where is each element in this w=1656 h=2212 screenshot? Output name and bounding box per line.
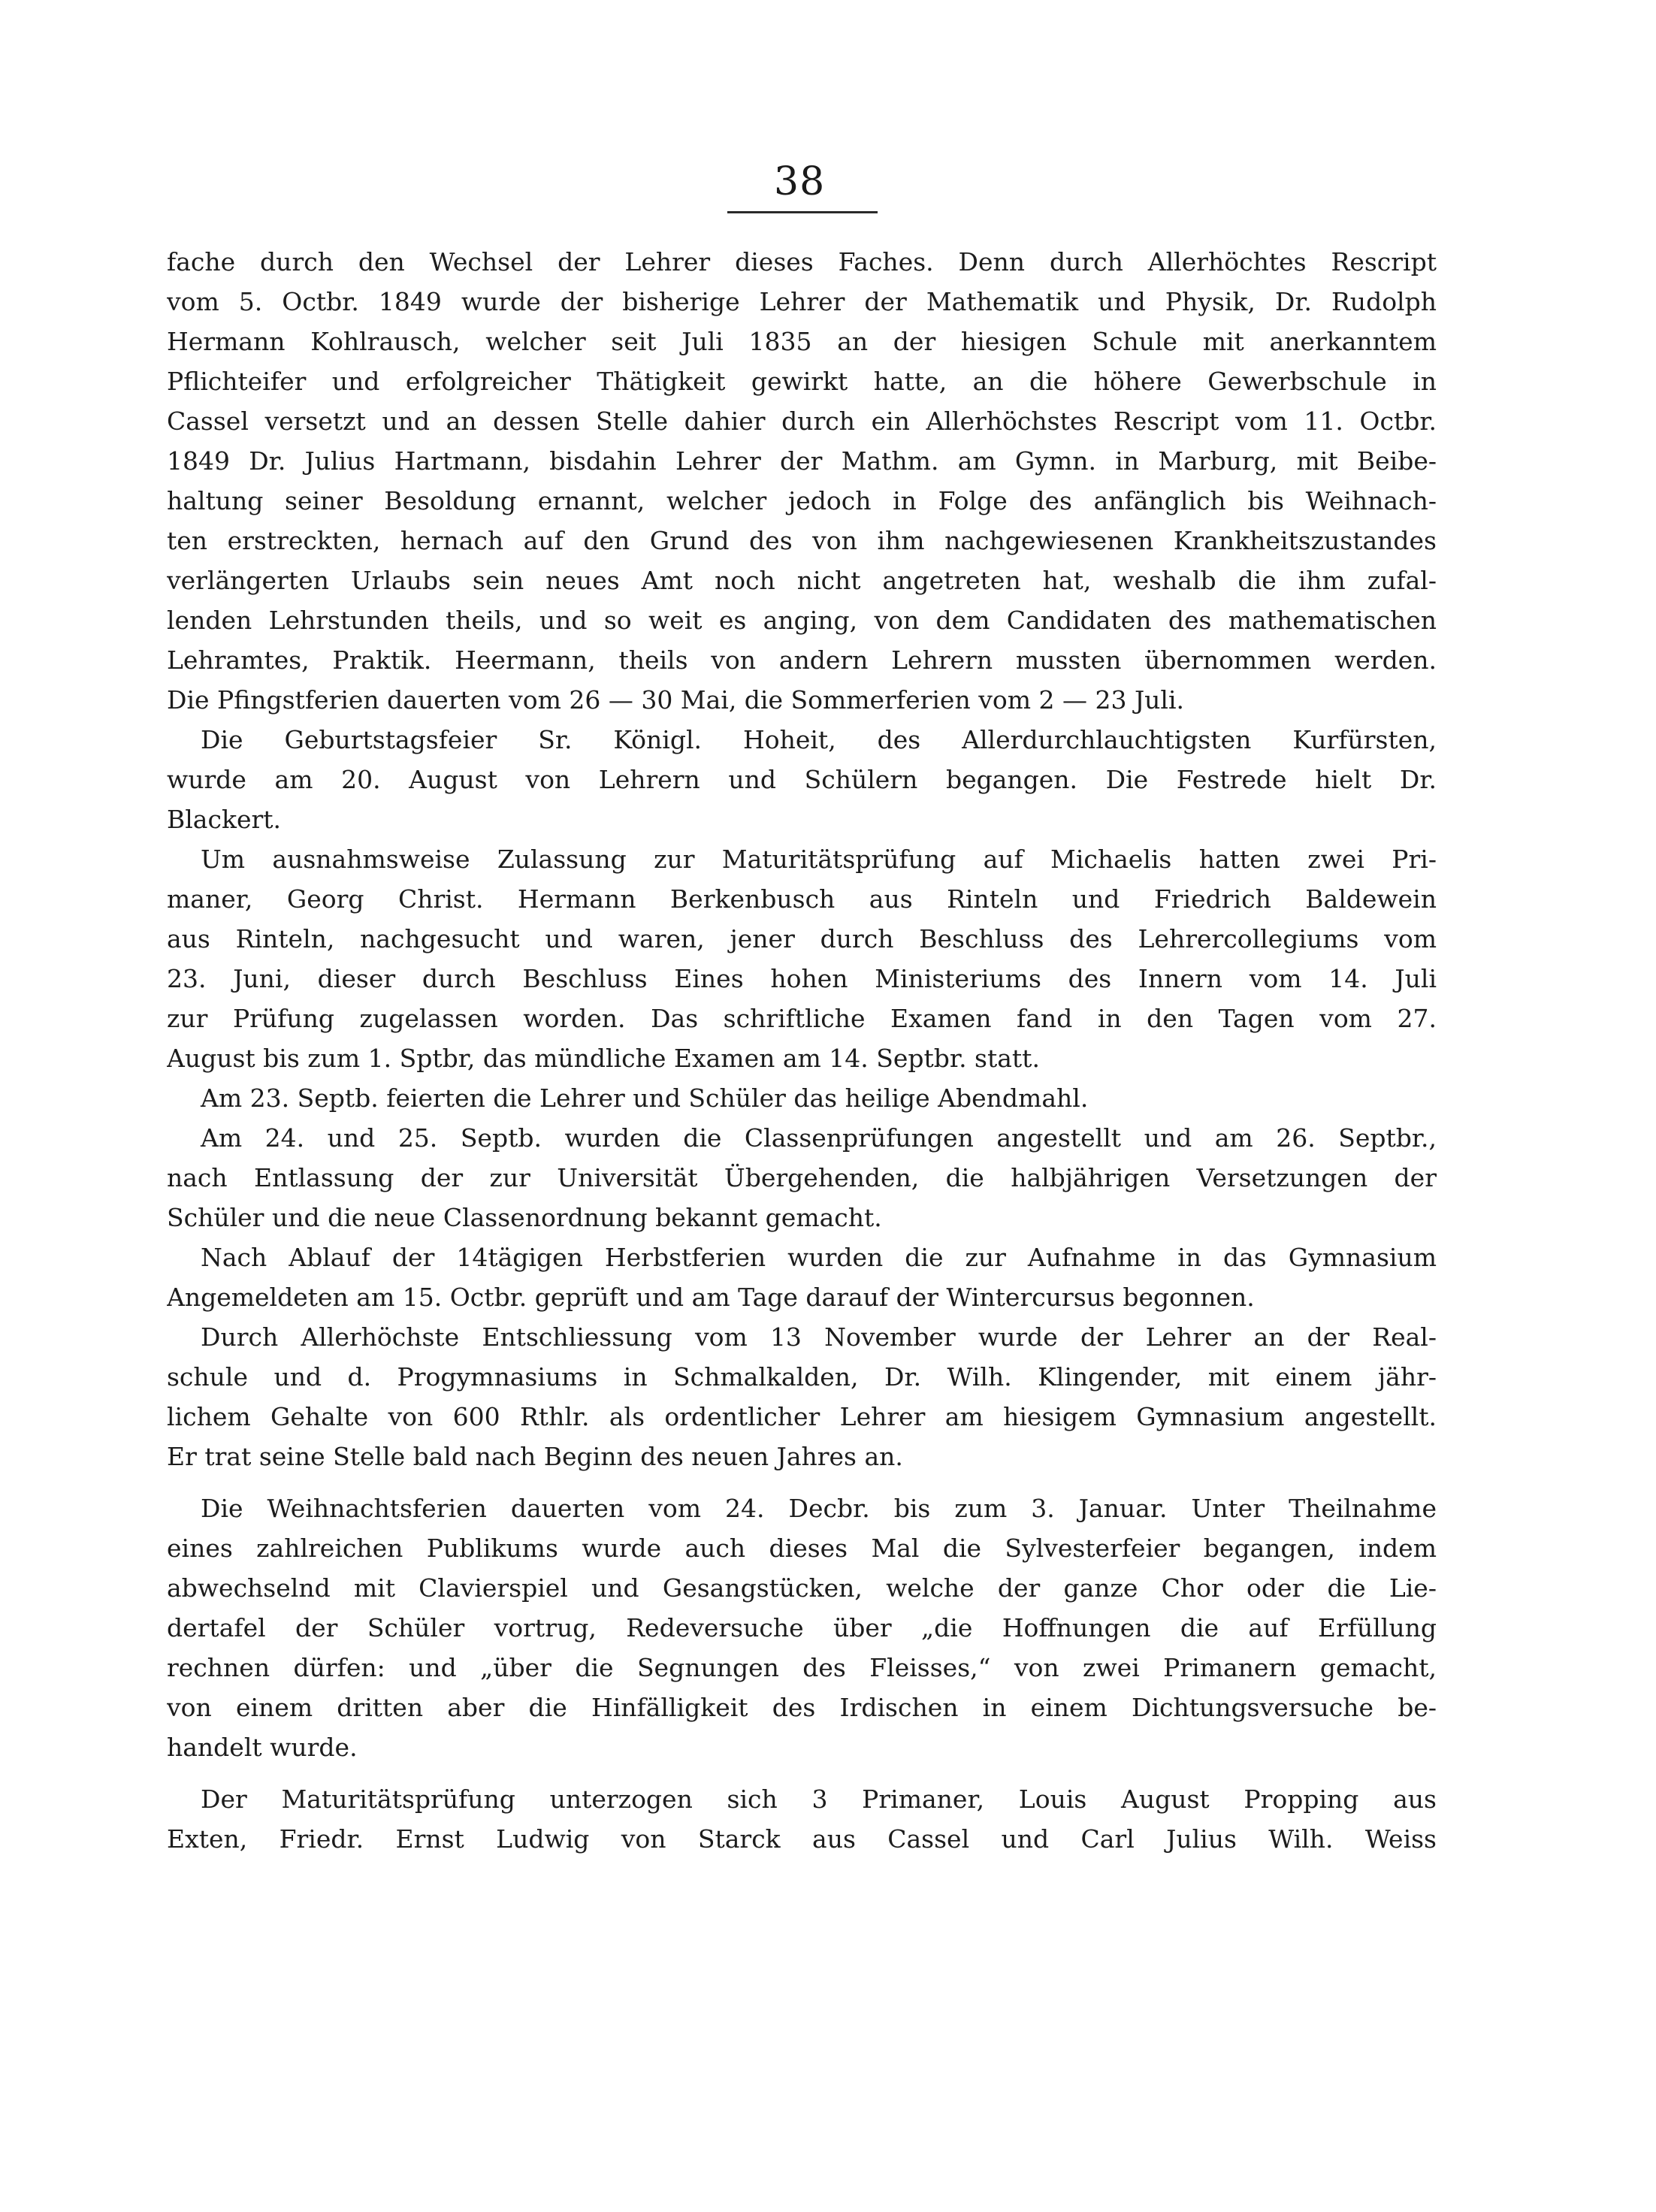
text-line: nach Entlassung der zur Universität Übergehenden, die halbjährigen Versetzungen der xyxy=(167,1163,1437,1192)
text-line: Cassel versetzt und an dessen Stelle dahier durch ein Allerhöchstes Rescript vom 11. Octbr. xyxy=(167,406,1437,436)
text-line: Am 23. Septb. feierten die Lehrer und Schüler das heilige Abendmahl. xyxy=(201,1083,1089,1113)
text-line: ten erstreckten, hernach auf den Grund des von ihm nachgewiesenen Krankheitszustandes xyxy=(167,526,1437,555)
text-line: verlängerten Urlaubs sein neues Amt noch nicht angetreten hat, weshalb die ihm zufal- xyxy=(167,566,1437,595)
text-line: handelt wurde. xyxy=(167,1733,358,1762)
text-line: schule und d. Progymnasiums in Schmalkalden, Dr. Wilh. Klingender, mit einem jähr- xyxy=(167,1362,1437,1392)
text-line: Um ausnahmsweise Zulassung zur Maturitätsprüfung auf Michaelis hatten zwei Pri- xyxy=(201,845,1437,874)
text-line: Der Maturitätsprüfung unterzogen sich 3 Primaner, Louis August Propping aus xyxy=(201,1784,1437,1814)
text-line: Exten, Friedr. Ernst Ludwig von Starck aus Cassel und Carl Julius Wilh. Weiss xyxy=(167,1824,1437,1854)
text-line: Angemeldeten am 15. Octbr. geprüft und am Tage darauf der Wintercursus begonnen. xyxy=(167,1283,1255,1312)
text-line: abwechselnd mit Clavierspiel und Gesangstücken, welche der ganze Chor oder die Lie- xyxy=(167,1573,1437,1603)
text-line: vom 5. Octbr. 1849 wurde der bisherige Lehrer der Mathematik und Physik, Dr. Rudolph xyxy=(167,287,1437,316)
text-line: Die Geburtstagsfeier Sr. Königl. Hoheit, des Allerdurchlauchtigsten Kurfürsten, xyxy=(201,725,1437,754)
text-line: rechnen dürfen: und „über die Segnungen des Fleisses,“ von zwei Primanern gemacht, xyxy=(167,1653,1437,1682)
text-line: Nach Ablauf der 14tägigen Herbstferien wurden die zur Aufnahme in das Gymnasium xyxy=(201,1243,1437,1272)
page-number-rule xyxy=(727,211,878,213)
text-line: dertafel der Schüler vortrug, Redeversuche über „die Hoffnungen die auf Erfüllung xyxy=(167,1613,1437,1642)
text-line: lenden Lehrstunden theils, und so weit es anging, von dem Candidaten des mathematischen xyxy=(167,606,1437,635)
text-line: Pflichteifer und erfolgreicher Thätigkeit gewirkt hatte, an die höhere Gewerbschule in xyxy=(167,367,1437,396)
text-line: Am 24. und 25. Septb. wurden die Classenprüfungen angestellt und am 26. Septbr., xyxy=(201,1123,1437,1153)
text-line: eines zahlreichen Publikums wurde auch dieses Mal die Sylvesterfeier begangen, indem xyxy=(167,1534,1437,1563)
text-line: aus Rinteln, nachgesucht und waren, jener durch Beschluss des Lehrercollegiums vom xyxy=(167,924,1437,953)
text-line: Blackert. xyxy=(167,805,282,834)
text-line: maner, Georg Christ. Hermann Berkenbusch aus Rinteln und Friedrich Baldewein xyxy=(167,884,1437,914)
text-line: lichem Gehalte von 600 Rthlr. als ordentlicher Lehrer am hiesigem Gymnasium angestellt. xyxy=(167,1402,1437,1431)
text-line: von einem dritten aber die Hinfälligkeit des Irdischen in einem Dichtungsversuche be- xyxy=(167,1693,1437,1722)
text-line: Lehramtes, Praktik. Heermann, theils von andern Lehrern mussten übernommen werden. xyxy=(167,645,1437,675)
text-line: haltung seiner Besoldung ernannt, welcher jedoch in Folge des anfänglich bis Weihnach- xyxy=(167,486,1437,515)
text-line: August bis zum 1. Sptbr, das mündliche Examen am 14. Septbr. statt. xyxy=(167,1044,1040,1073)
text-line: 23. Juni, dieser durch Beschluss Eines hohen Ministeriums des Innern vom 14. Juli xyxy=(167,964,1437,993)
text-line: 1849 Dr. Julius Hartmann, bisdahin Lehrer der Mathm. am Gymn. in Marburg, mit Beibe- xyxy=(167,446,1437,476)
text-line: Schüler und die neue Classenordnung bekannt gemacht. xyxy=(167,1203,882,1232)
body-text xyxy=(167,242,1437,1859)
text-line: Hermann Kohlrausch, welcher seit Juli 1835 an der hiesigen Schule mit anerkanntem xyxy=(167,327,1437,356)
text-line: fache durch den Wechsel der Lehrer dieses Faches. Denn durch Allerhöchtes Rescript xyxy=(167,247,1437,276)
text-line: zur Prüfung zugelassen worden. Das schriftliche Examen fand in den Tagen vom 27. xyxy=(167,1004,1437,1033)
text-line: wurde am 20. August von Lehrern und Schülern begangen. Die Festrede hielt Dr. xyxy=(167,765,1437,794)
page-number: 38 xyxy=(774,159,826,204)
text-line: Er trat seine Stelle bald nach Beginn des neuen Jahres an. xyxy=(167,1442,903,1471)
text-line: Durch Allerhöchste Entschliessung vom 13 November wurde der Lehrer an der Real- xyxy=(201,1322,1437,1352)
text-line: Die Pfingstferien dauerten vom 26 — 30 Mai, die Sommerferien vom 2 — 23 Juli. xyxy=(167,685,1185,715)
text-line: Die Weihnachtsferien dauerten vom 24. Decbr. bis zum 3. Januar. Unter Theilnahme xyxy=(201,1494,1437,1523)
